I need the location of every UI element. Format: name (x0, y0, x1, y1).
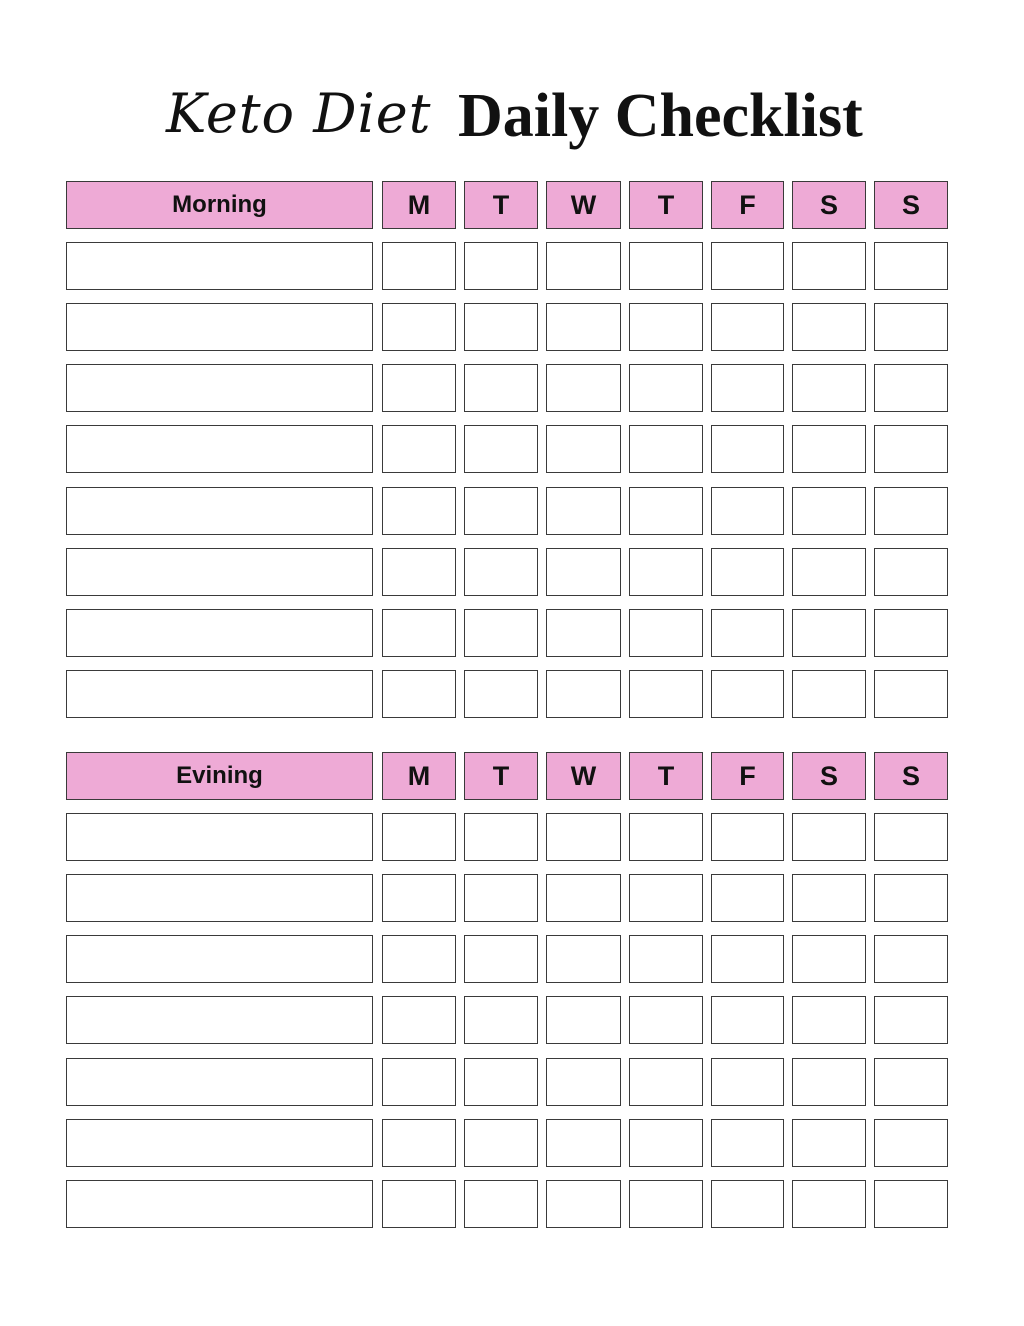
morning-check-box[interactable] (546, 670, 621, 718)
morning-task-field[interactable] (66, 487, 373, 535)
morning-check-box[interactable] (792, 303, 866, 351)
evening-check-box[interactable] (792, 1058, 866, 1106)
evening-task-field[interactable] (66, 1058, 373, 1106)
morning-check-box[interactable] (711, 670, 784, 718)
morning-day-header: T (629, 181, 703, 229)
evening-check-box[interactable] (711, 1058, 784, 1106)
morning-check-box[interactable] (629, 425, 703, 473)
evening-day-header: T (464, 752, 538, 800)
morning-check-box[interactable] (874, 364, 948, 412)
evening-check-box[interactable] (382, 1119, 456, 1167)
evening-check-box[interactable] (382, 996, 456, 1044)
morning-check-box[interactable] (464, 609, 538, 657)
evening-check-box[interactable] (629, 1058, 703, 1106)
morning-check-box[interactable] (382, 242, 456, 290)
morning-check-box[interactable] (464, 487, 538, 535)
morning-task-field[interactable] (66, 548, 373, 596)
morning-day-header: T (464, 181, 538, 229)
morning-day-header: W (546, 181, 621, 229)
evening-task-field[interactable] (66, 996, 373, 1044)
morning-check-box[interactable] (629, 303, 703, 351)
morning-check-box[interactable] (546, 242, 621, 290)
evening-check-box[interactable] (874, 874, 948, 922)
morning-check-box[interactable] (711, 303, 784, 351)
evening-task-field[interactable] (66, 813, 373, 861)
evening-check-box[interactable] (874, 1180, 948, 1228)
morning-check-box[interactable] (874, 242, 948, 290)
evening-check-box[interactable] (874, 813, 948, 861)
morning-check-box[interactable] (629, 364, 703, 412)
morning-check-box[interactable] (382, 609, 456, 657)
evening-check-box[interactable] (546, 935, 621, 983)
evening-check-box[interactable] (546, 813, 621, 861)
morning-check-box[interactable] (629, 670, 703, 718)
morning-task-field[interactable] (66, 242, 373, 290)
page-title (0, 76, 1024, 156)
evening-check-box[interactable] (792, 1119, 866, 1167)
morning-check-box[interactable] (711, 548, 784, 596)
evening-check-box[interactable] (711, 813, 784, 861)
evening-check-box[interactable] (546, 874, 621, 922)
morning-check-box[interactable] (546, 425, 621, 473)
evening-check-box[interactable] (464, 874, 538, 922)
evening-check-box[interactable] (792, 874, 866, 922)
evening-check-box[interactable] (629, 1119, 703, 1167)
evening-check-box[interactable] (874, 1058, 948, 1106)
evening-check-box[interactable] (382, 874, 456, 922)
morning-check-box[interactable] (711, 425, 784, 473)
morning-check-box[interactable] (629, 487, 703, 535)
morning-task-field[interactable] (66, 609, 373, 657)
evening-check-box[interactable] (464, 1058, 538, 1106)
evening-task-field[interactable] (66, 874, 373, 922)
morning-check-box[interactable] (874, 425, 948, 473)
title-main: Daily Checklist (458, 82, 863, 150)
morning-task-field[interactable] (66, 425, 373, 473)
morning-check-box[interactable] (464, 303, 538, 351)
morning-check-box[interactable] (629, 242, 703, 290)
morning-check-box[interactable] (874, 670, 948, 718)
morning-check-box[interactable] (711, 609, 784, 657)
evening-check-box[interactable] (464, 996, 538, 1044)
evening-day-header: S (792, 752, 866, 800)
evening-check-box[interactable] (792, 935, 866, 983)
morning-check-box[interactable] (464, 242, 538, 290)
evening-check-box[interactable] (711, 996, 784, 1044)
morning-check-box[interactable] (382, 425, 456, 473)
morning-check-box[interactable] (464, 548, 538, 596)
morning-check-box[interactable] (629, 548, 703, 596)
morning-check-box[interactable] (546, 364, 621, 412)
evening-check-box[interactable] (874, 996, 948, 1044)
morning-day-header: S (874, 181, 948, 229)
morning-header-label: Morning (66, 181, 373, 229)
morning-check-box[interactable] (792, 670, 866, 718)
morning-check-box[interactable] (792, 364, 866, 412)
morning-check-box[interactable] (874, 548, 948, 596)
evening-day-header: W (546, 752, 621, 800)
evening-check-box[interactable] (464, 935, 538, 983)
morning-check-box[interactable] (382, 670, 456, 718)
evening-check-box[interactable] (546, 996, 621, 1044)
evening-check-box[interactable] (546, 1119, 621, 1167)
morning-check-box[interactable] (874, 609, 948, 657)
morning-check-box[interactable] (382, 303, 456, 351)
morning-check-box[interactable] (464, 425, 538, 473)
evening-check-box[interactable] (629, 813, 703, 861)
morning-check-box[interactable] (792, 548, 866, 596)
evening-check-box[interactable] (629, 935, 703, 983)
evening-check-box[interactable] (792, 996, 866, 1044)
evening-task-field[interactable] (66, 1119, 373, 1167)
evening-check-box[interactable] (711, 1119, 784, 1167)
evening-check-box[interactable] (382, 935, 456, 983)
evening-check-box[interactable] (382, 1180, 456, 1228)
morning-check-box[interactable] (874, 487, 948, 535)
morning-check-box[interactable] (792, 242, 866, 290)
evening-check-box[interactable] (464, 1180, 538, 1228)
evening-check-box[interactable] (711, 1180, 784, 1228)
morning-day-header: F (711, 181, 784, 229)
morning-check-box[interactable] (546, 548, 621, 596)
morning-check-box[interactable] (382, 548, 456, 596)
morning-check-box[interactable] (792, 425, 866, 473)
evening-day-header: M (382, 752, 456, 800)
evening-check-box[interactable] (711, 874, 784, 922)
evening-check-box[interactable] (546, 1058, 621, 1106)
evening-header-label: Evining (66, 752, 373, 800)
evening-day-header: T (629, 752, 703, 800)
evening-check-box[interactable] (382, 1058, 456, 1106)
morning-task-field[interactable] (66, 303, 373, 351)
evening-day-header: S (874, 752, 948, 800)
morning-check-box[interactable] (711, 487, 784, 535)
morning-check-box[interactable] (464, 364, 538, 412)
evening-check-box[interactable] (382, 813, 456, 861)
evening-check-box[interactable] (629, 996, 703, 1044)
morning-day-header: M (382, 181, 456, 229)
evening-check-box[interactable] (874, 935, 948, 983)
morning-check-box[interactable] (792, 609, 866, 657)
evening-task-field[interactable] (66, 935, 373, 983)
title-script: Keto Diet (166, 82, 432, 145)
evening-task-field[interactable] (66, 1180, 373, 1228)
morning-check-box[interactable] (382, 487, 456, 535)
evening-check-box[interactable] (792, 1180, 866, 1228)
morning-check-box[interactable] (711, 242, 784, 290)
morning-check-box[interactable] (874, 303, 948, 351)
evening-check-box[interactable] (711, 935, 784, 983)
evening-check-box[interactable] (464, 1119, 538, 1167)
morning-check-box[interactable] (546, 487, 621, 535)
evening-check-box[interactable] (792, 813, 866, 861)
morning-check-box[interactable] (546, 303, 621, 351)
morning-task-field[interactable] (66, 364, 373, 412)
evening-day-header: F (711, 752, 784, 800)
morning-check-box[interactable] (546, 609, 621, 657)
morning-task-field[interactable] (66, 670, 373, 718)
evening-check-box[interactable] (546, 1180, 621, 1228)
evening-check-box[interactable] (874, 1119, 948, 1167)
morning-check-box[interactable] (711, 364, 784, 412)
morning-check-box[interactable] (629, 609, 703, 657)
morning-check-box[interactable] (382, 364, 456, 412)
morning-check-box[interactable] (792, 487, 866, 535)
evening-check-box[interactable] (464, 813, 538, 861)
morning-day-header: S (792, 181, 866, 229)
morning-check-box[interactable] (464, 670, 538, 718)
evening-check-box[interactable] (629, 874, 703, 922)
evening-check-box[interactable] (629, 1180, 703, 1228)
